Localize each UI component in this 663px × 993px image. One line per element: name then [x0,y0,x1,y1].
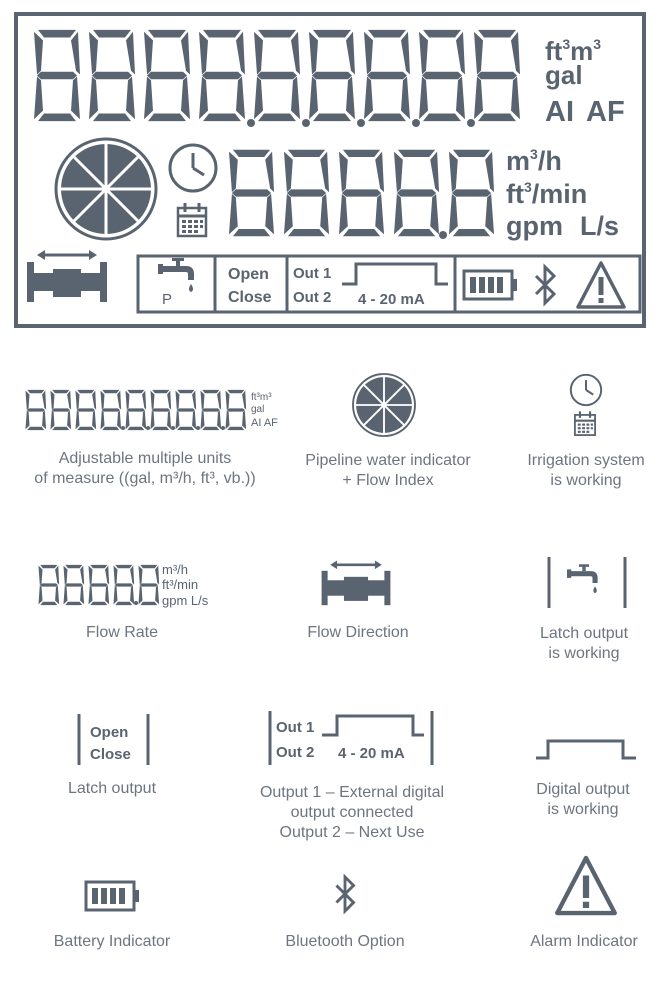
seven-segment-digit [63,565,84,605]
clock-icon [170,145,216,191]
range-label: 4 - 20 mA [358,291,425,308]
legend-units-units [251,392,278,429]
decimal-point [439,231,447,239]
decimal-point [121,426,125,430]
caption-pipeline: Pipeline water indicator + Flow Index [305,452,471,489]
open-label: Open [228,266,269,283]
decimal-point [412,119,420,127]
unit-ft3min: $ft^3/\min$ [506,179,588,209]
seven-segment-digit [113,565,134,605]
svg-text:Out 2: Out 2 [276,744,315,761]
decimal-point [302,119,310,127]
svg-text:Open: Open [90,724,129,741]
unit-ft3: $ft^3m^3$ [545,36,602,66]
seven-segment-digit [38,565,59,605]
decimal-point [247,119,255,127]
out1-label: Out 1 [293,265,332,282]
legend-flow-digits [38,565,159,605]
legend-flow-units [162,562,209,608]
seven-segment-digit [150,390,171,430]
decimal-point [467,119,475,127]
unit-ls: L/s [580,211,620,241]
decimal-point [357,119,365,127]
legend-latch-output-icon [79,714,148,765]
lcd-panel [16,14,644,326]
seven-segment-digit [175,390,196,430]
legend-pie-icon [353,374,415,436]
seven-segment-digit [225,390,246,430]
seven-segment-digit [125,390,146,430]
decimal-point [146,426,150,430]
decimal-point [221,426,225,430]
decimal-point [134,601,138,605]
legend-alarm-icon [557,858,615,913]
legend-units-digits [25,390,246,430]
caption-latch-working: Latch output is working [539,625,629,662]
out2-label: Out 2 [293,289,332,306]
unit-ai: AI [545,96,574,128]
seven-segment-digit [88,565,109,605]
caption-flow-rate: Flow Rate [85,624,159,641]
caption-alarm: Alarm Indicator [530,933,638,950]
pipeline-pie-icon [56,139,156,239]
decimal-point [171,426,175,430]
unit-m3h: $m^3/h$ [506,146,562,176]
caption-irrigation: Irrigation system is working [527,452,645,489]
legend-latch-working-icon [549,557,625,608]
svg-text:ft³m³: ft³m³ [251,392,272,403]
svg-text:m³/h: m³/h [162,562,188,577]
svg-text:ft³/min: ft³/min [162,577,199,592]
decimal-point [196,426,200,430]
svg-text:gpm L/s: gpm L/s [162,593,209,608]
caption-latch-output: Latch output [67,780,157,797]
latch-p-label: P [162,291,173,308]
svg-text:Close: Close [90,746,131,763]
caption-bluetooth: Bluetooth Option [285,933,405,950]
svg-text:gal: gal [251,404,265,415]
seven-segment-digit [25,390,46,430]
legend-digital-output-icon [536,741,636,758]
unit-gal: gal [545,60,583,90]
legend-bluetooth-icon [336,877,353,911]
seven-segment-digit [100,390,121,430]
legend-faucet-icon [567,564,598,593]
legend-clock-icon [571,375,601,405]
seven-segment-digit [75,390,96,430]
unit-gpm: gpm [506,211,563,241]
svg-text:4 - 20 mA: 4 - 20 mA [338,745,405,762]
seven-segment-digit [138,565,159,605]
close-label: Close [228,289,272,306]
svg-text:AI AF: AI AF [251,417,278,429]
caption-digital: Digital output is working [536,781,630,818]
caption-battery: Battery Indicator [53,933,171,950]
legend-calendar-icon [575,411,595,435]
seven-segment-digit [50,390,71,430]
legend-outputs-icon [270,711,432,765]
caption-flow-direction: Flow Direction [307,624,409,641]
legend-battery-icon [86,882,139,910]
caption-outputs: Output 1 – External digital output connected Output 2 – Next Use [259,784,445,841]
svg-text:Out 1: Out 1 [276,719,315,736]
seven-segment-digit [200,390,221,430]
unit-af: AF [586,96,625,128]
caption-units: Adjustable multiple units of measure ((gal, m³/h, ft³, vb.)) [34,450,256,487]
legend-flow-direction-icon [322,560,391,605]
